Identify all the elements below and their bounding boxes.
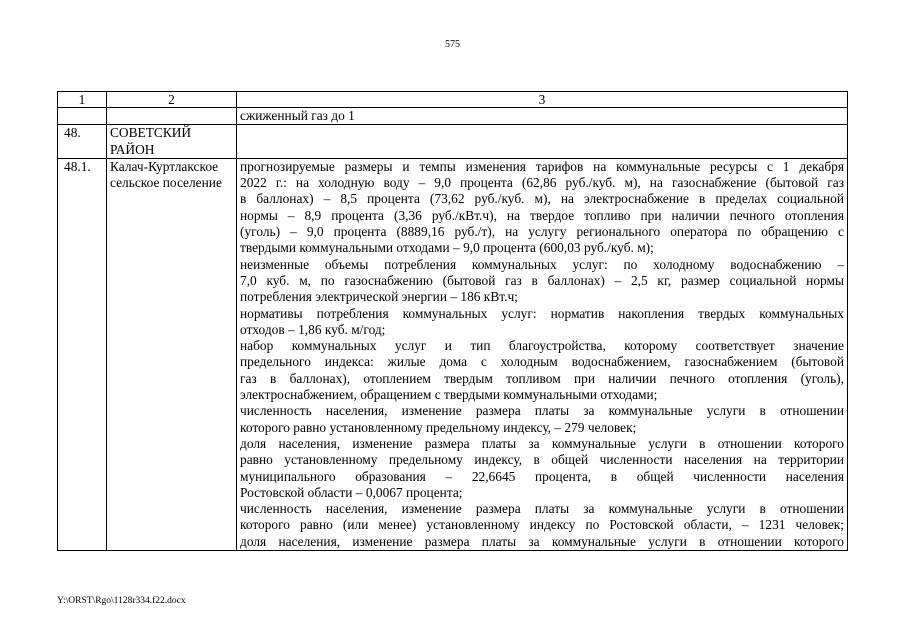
text-line: которого равно установленному предельному индексу, – 279 человек; bbox=[240, 419, 637, 435]
row-name-cell bbox=[107, 108, 237, 125]
column-number-1: 1 bbox=[58, 92, 107, 108]
region-number: 48. bbox=[58, 125, 107, 159]
file-path-footer: Y:\ORST\Rgo\1128r334.f22.docx bbox=[57, 596, 186, 606]
region-description-cell bbox=[237, 125, 848, 159]
text-line: 2022 г.: на холодную воду – 9,0 процента (62,86 руб./куб. м), на газоснабжение (бытовой газ bbox=[240, 175, 844, 191]
region-name-line1: СОВЕТСКИЙ bbox=[110, 125, 192, 141]
table-header-row bbox=[58, 92, 848, 108]
continued-text: сжиженный газ до 1 bbox=[237, 108, 848, 125]
text-line: доля населения, изменение размера платы за коммунальные услуги в отношении которого bbox=[240, 533, 844, 549]
column-number-2: 2 bbox=[107, 92, 237, 108]
settlement-name-line2: сельское поселение bbox=[110, 175, 222, 191]
text-line: неизменные объемы потребления коммунальных услуг: по холодному водоснабжению – bbox=[240, 256, 844, 272]
text-line: нормативы потребления коммунальных услуг: норматив накопления твердых коммунальных bbox=[240, 305, 844, 321]
text-line: отходов – 1,86 куб. м/год; bbox=[240, 321, 386, 337]
text-line: в баллонах) – 8,5 процента (73,62 руб./куб. м), на электроснабжение в пределах социальной bbox=[240, 191, 844, 207]
text-line: равно установленному предельному индексу, в общей численности населения на территории bbox=[240, 452, 844, 468]
table-row-settlement bbox=[58, 158, 848, 550]
text-line: набор коммунальных услуг и тип благоустройства, которому соответствует значение bbox=[240, 338, 844, 354]
settlement-description-cell bbox=[237, 158, 848, 550]
tariff-table bbox=[57, 91, 848, 551]
text-line: доля населения, изменение размера платы за коммунальные услуги в отношении которого bbox=[240, 435, 844, 451]
text-line: прогнозируемые размеры и темпы изменения тарифов на коммунальные ресурсы с 1 декабря bbox=[240, 158, 844, 174]
text-line: которого равно (или менее) установленному индексу по Ростовской области, – 1231 человек; bbox=[240, 517, 844, 533]
text-line: численность населения, изменение размера платы за коммунальные услуги в отношении bbox=[240, 403, 844, 419]
text-line: Ростовской области – 0,0067 процента; bbox=[240, 484, 463, 500]
text-line: предельного индекса: жилые дома с холодным водоснабжением, газоснабжением (бытовой bbox=[240, 354, 844, 370]
text-line: газ в баллонах), отоплением твердым топливом при наличии печного отопления (уголь), bbox=[240, 370, 844, 386]
settlement-number: 48.1. bbox=[58, 158, 107, 550]
text-line: численность населения, изменение размера платы за коммунальные услуги в отношении bbox=[240, 501, 844, 517]
region-name-line2: РАЙОН bbox=[110, 141, 155, 157]
text-line: 7,0 куб. м, по газоснабжению (бытовой газ в баллонах) – 2,5 кг, размер социальной нормы bbox=[240, 272, 844, 288]
settlement-name-cell bbox=[107, 158, 237, 550]
table-row-continued bbox=[58, 108, 848, 125]
page-number: 575 bbox=[445, 39, 460, 50]
settlement-name-line1: Калач-Куртлакское bbox=[110, 158, 219, 174]
text-line: нормы – 8,9 процента (3,36 руб./кВт.ч), на твердое топливо при наличии печного отопления bbox=[240, 207, 844, 223]
text-line: муниципального образования – 22,6645 процента, в общей численности населения bbox=[240, 468, 844, 484]
text-line: электроснабжением, обращением с твердыми коммунальными отходами; bbox=[240, 387, 658, 403]
table-row-region bbox=[58, 125, 848, 159]
region-name-cell bbox=[107, 125, 237, 159]
text-line: потребления электрической энергии – 186 кВт.ч; bbox=[240, 289, 518, 305]
text-line: твердыми коммунальными отходами – 9,0 процента (600,03 руб./куб. м); bbox=[240, 240, 654, 256]
text-line: (уголь) – 9,0 процента (8889,16 руб./т), на услугу регионального оператора по обращению с bbox=[240, 224, 844, 240]
column-number-3: 3 bbox=[237, 92, 848, 108]
row-number-cell bbox=[58, 108, 107, 125]
